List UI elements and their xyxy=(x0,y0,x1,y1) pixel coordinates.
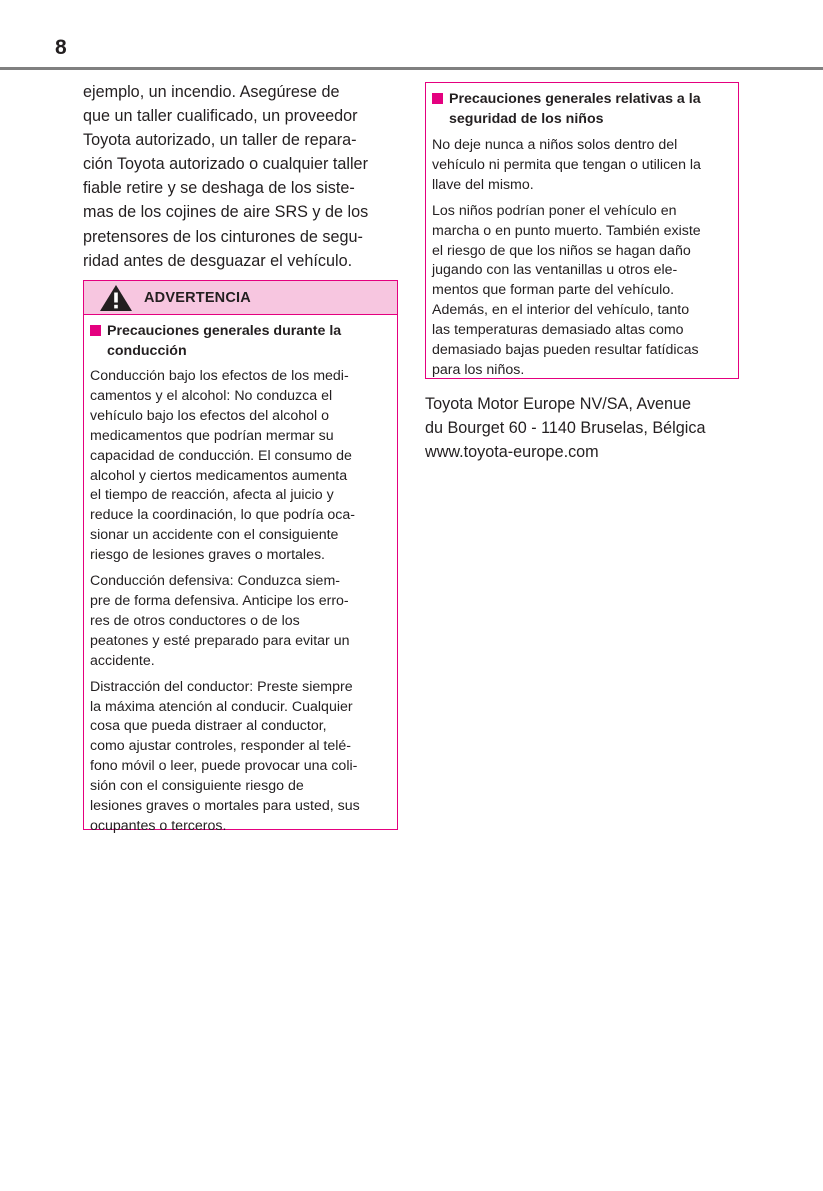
text-line: fiable retire y se deshaga de los siste- xyxy=(83,179,355,198)
child-safety-heading xyxy=(432,89,732,129)
text-line: para los niños. xyxy=(432,361,525,378)
text-line: alcohol y ciertos medicamentos aumenta xyxy=(90,467,348,484)
text-line: riesgo de lesiones graves o mortales. xyxy=(90,547,326,564)
text-line: la máxima atención al conducir. Cualquier xyxy=(90,698,353,715)
text-line: marcha o en punto muerto. También existe xyxy=(432,222,701,239)
text-line: Conducción defensiva: Conduzca siem- xyxy=(90,573,340,590)
text-line: reduce la coordinación, lo que podría oca- xyxy=(90,507,356,524)
text-line: vehículo bajo los efectos del alcohol o xyxy=(90,407,329,424)
text-line: medicamentos que podrían mermar su xyxy=(90,427,334,444)
warning-section-heading xyxy=(90,321,391,361)
text-line: Además, en el interior del vehículo, tanto xyxy=(432,302,690,319)
text-line: cosa que pueda distraer al conductor, xyxy=(90,718,327,735)
text-line: ridad antes de desguazar el vehículo. xyxy=(83,251,353,270)
child-safety-paragraph xyxy=(432,202,732,381)
heading-line: seguridad de los niños xyxy=(449,111,604,127)
warning-paragraph xyxy=(90,572,391,672)
heading-line: Precauciones generales relativas a la xyxy=(449,91,701,107)
text-line: res de otros conductores o de los xyxy=(90,612,300,629)
heading-line: conducción xyxy=(107,343,187,359)
text-line: ción Toyota autorizado o cualquier taller xyxy=(83,155,368,174)
warning-title: ADVERTENCIA xyxy=(144,289,251,306)
text-line: las temperaturas demasiado altas como xyxy=(432,322,684,339)
warning-paragraph xyxy=(90,678,391,837)
text-line: No deje nunca a niños solos dentro del xyxy=(432,137,678,153)
header-rule xyxy=(0,67,823,70)
address-line: Toyota Motor Europe NV/SA, Avenue xyxy=(425,395,692,413)
text-line: Distracción del conductor: Preste siempre xyxy=(90,678,353,695)
text-line: mentos que forman parte del vehículo. xyxy=(432,282,675,299)
text-line: fono móvil o leer, puede provocar una coli- xyxy=(90,758,358,775)
text-line: peatones y esté preparado para evitar un xyxy=(90,632,350,649)
bullet-square-icon xyxy=(90,325,101,336)
text-line: ocupantes o terceros. xyxy=(90,817,227,834)
heading-line: Precauciones generales durante la xyxy=(107,323,342,339)
text-line: llave del mismo. xyxy=(432,176,534,193)
warning-header xyxy=(84,281,397,315)
text-line: vehículo ni permita que tengan o utilicen la xyxy=(432,156,701,173)
warning-content xyxy=(84,315,397,837)
text-line: Toyota autorizado, un taller de repara- xyxy=(83,131,357,150)
text-line: sionar un accidente con el consiguiente xyxy=(90,527,339,544)
text-line: que un taller cualificado, un proveedor xyxy=(83,107,358,126)
text-line: pre de forma defensiva. Anticipe los erro- xyxy=(90,592,349,609)
text-line: mas de los cojines de aire SRS y de los xyxy=(83,203,369,222)
warning-paragraph xyxy=(90,367,391,566)
company-address xyxy=(425,392,745,464)
warning-box xyxy=(83,280,398,834)
text-line: ejemplo, un incendio. Asegúrese de xyxy=(83,83,340,101)
page-number: 8 xyxy=(55,36,67,59)
text-line: capacidad de conducción. El consumo de xyxy=(90,447,352,464)
child-safety-content xyxy=(426,83,738,381)
text-line: lesiones graves o mortales para usted, sus xyxy=(90,798,360,815)
text-line: demasiado bajas pueden resultar fatídicas xyxy=(432,342,699,359)
text-line: jugando con las ventanillas u otros ele- xyxy=(432,262,678,279)
text-line: camentos y el alcohol: No conduzca el xyxy=(90,387,333,404)
text-line: pretensores de los cinturones de segu- xyxy=(83,227,363,246)
text-line: accidente. xyxy=(90,652,155,669)
text-line: sión con el consiguiente riesgo de xyxy=(90,778,304,795)
intro-paragraph xyxy=(83,80,393,273)
text-line: como ajustar controles, responder al telé- xyxy=(90,738,352,755)
warning-triangle-icon xyxy=(99,284,133,312)
website-link[interactable]: www.toyota-europe.com xyxy=(425,443,599,462)
child-safety-box xyxy=(425,82,739,379)
bullet-square-icon xyxy=(432,93,443,104)
address-line: du Bourget 60 - 1140 Bruselas, Bélgica xyxy=(425,419,706,438)
text-line: Conducción bajo los efectos de los medi- xyxy=(90,368,349,384)
text-line: el riesgo de que los niños se hagan daño xyxy=(432,242,691,259)
text-line: el tiempo de reacción, afecta al juicio y xyxy=(90,487,334,504)
child-safety-paragraph xyxy=(432,136,732,196)
text-line: Los niños podrían poner el vehículo en xyxy=(432,202,677,219)
